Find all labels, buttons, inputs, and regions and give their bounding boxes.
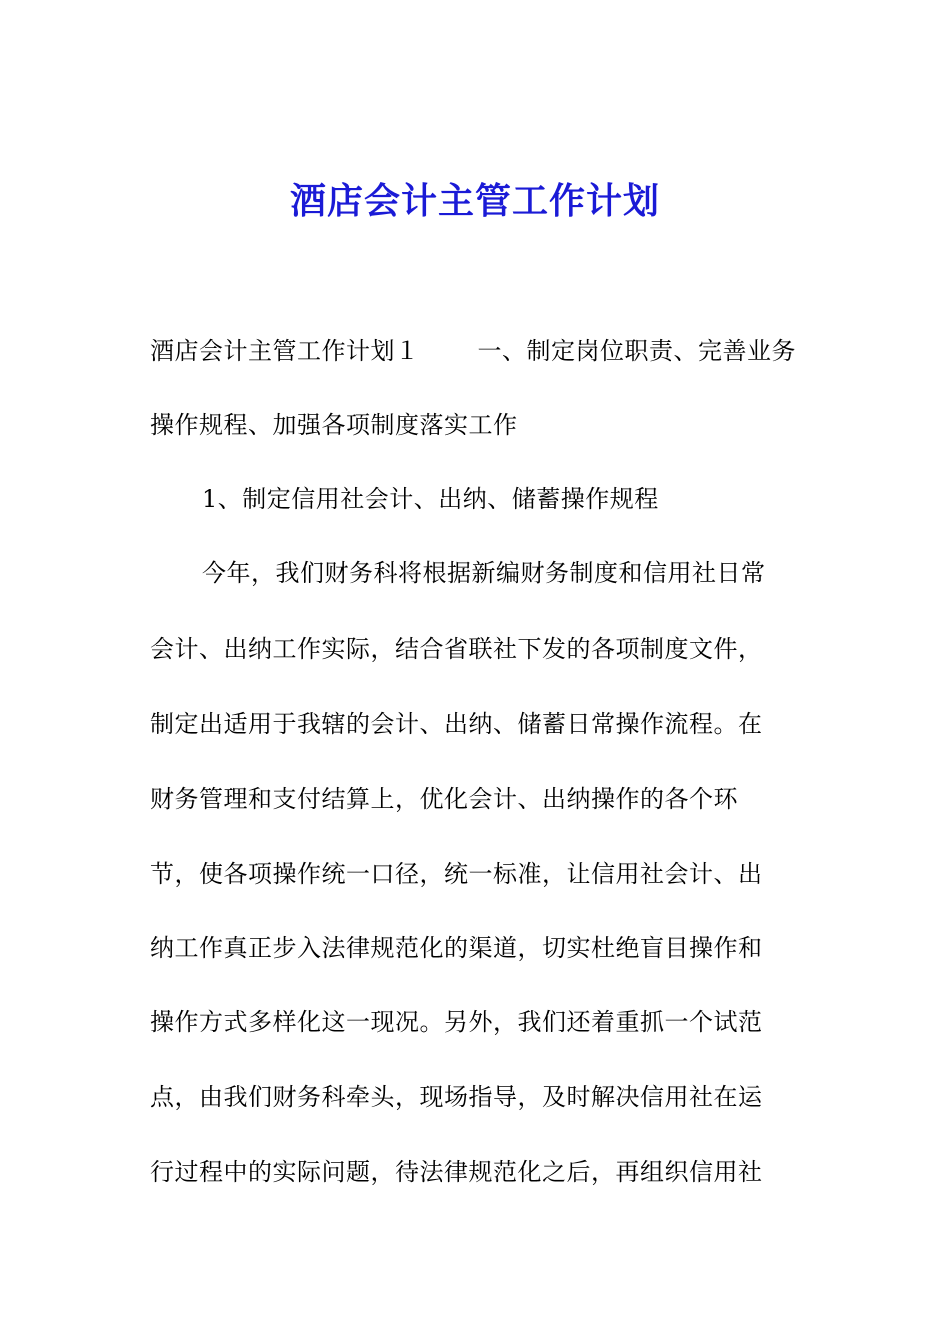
paragraph-line-11: 点，由我们财务科牵头，现场指导，及时解决信用社在运 [150,1083,763,1111]
section-item-text: 一、制定岗位职责、完善业务 [477,337,796,365]
document-title: 酒店会计主管工作计划 [289,180,660,222]
paragraph-line-10: 操作方式多样化这一现况。另外，我们还着重抓一个试范 [150,1008,763,1036]
paragraph-line-9: 纳工作真正步入法律规范化的渠道，切实杜绝盲目操作和 [150,934,763,962]
paragraph-line-1 [150,333,796,369]
paragraph-line-12: 行过程中的实际问题，待法律规范化之后，再组织信用社 [150,1158,763,1186]
subheading-line: 1、制定信用社会计、出纳、储蓄操作规程 [202,485,659,513]
paragraph-line-6: 制定出适用于我辖的会计、出纳、储蓄日常操作流程。在 [150,710,763,738]
paragraph-line-2: 操作规程、加强各项制度落实工作 [150,411,518,439]
paragraph-line-4: 今年，我们财务科将根据新编财务制度和信用社日常 [202,559,766,587]
paragraph-line-7: 财务管理和支付结算上，优化会计、出纳操作的各个环 [150,785,738,813]
section-heading-text: 酒店会计主管工作计划１ [150,337,420,365]
paragraph-line-8: 节，使各项操作统一口径，统一标准，让信用社会计、出 [150,860,763,888]
paragraph-line-5: 会计、出纳工作实际，结合省联社下发的各项制度文件， [150,635,763,663]
